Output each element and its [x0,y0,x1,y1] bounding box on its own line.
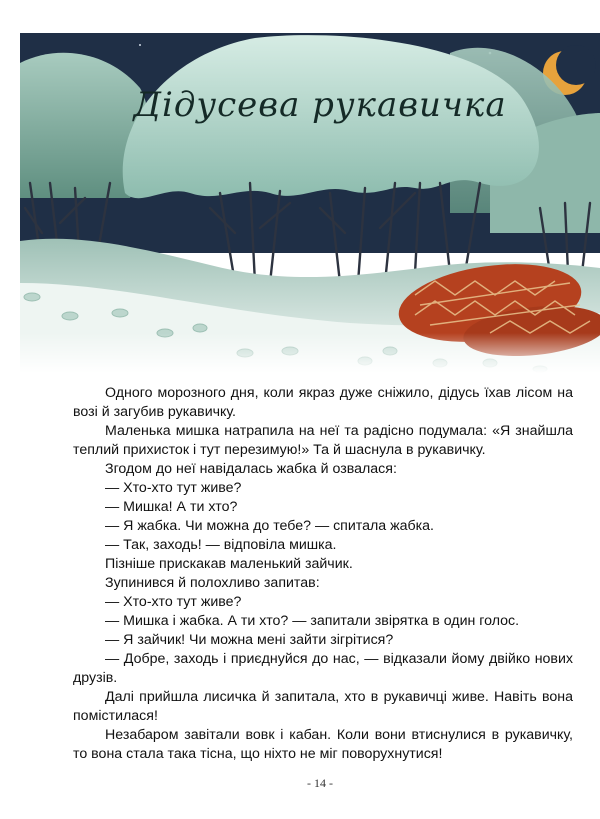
paragraph: Зупинився й полохливо запитав: [105,575,320,591]
paragraph: Пізніше прискакав маленький зайчик. [105,556,353,572]
page-number: - 14 - [307,776,333,790]
paragraph: Незабаром завітали вовк і кабан. Коли вони втиснулися в рукавичку, то вона стала така тісна, що ніхто не міг поворухнутися! [73,727,573,762]
paragraph: — Хто-хто тут живе? [105,480,242,496]
paragraph: — Хто-хто тут живе? [105,594,242,610]
story-text [73,384,573,764]
paragraph: Одного морозного дня, коли якраз дуже сніжило, дідусь їхав лісом на возі й загубив рукавичку. [73,385,573,420]
paragraph: — Я зайчик! Чи можна мені зайти зігрітися? [105,632,394,648]
paragraph: — Добре, заходь і приєднуйся до нас, — відказали йому двійко нових друзів. [73,651,573,686]
paragraph: Далі прийшла лисичка й запитала, хто в рукавичці живе. Навіть вона помістилася! [73,689,573,724]
paragraph: — Мишка! А ти хто? [105,499,238,515]
image-bottom-fade [20,333,600,373]
winter-forest-image [20,33,600,373]
paragraph: Маленька мишка натрапила на неї та радісно подумала: «Я знайшла теплий прихисток і тут перезимую!» Та й шаснула в рукавичку. [73,423,573,458]
paragraph: — Так, заходь! — відповіла мишка. [105,537,337,553]
paragraph: — Мишка і жабка. А ти хто? — запитали звірятка в один голос. [105,613,520,629]
page-title: Дідусева рукавичка [133,85,507,125]
paragraph: — Я жабка. Чи можна до тебе? — спитала жабка. [105,518,434,534]
paragraph: Згодом до неї навідалась жабка й озвалася: [105,461,397,477]
